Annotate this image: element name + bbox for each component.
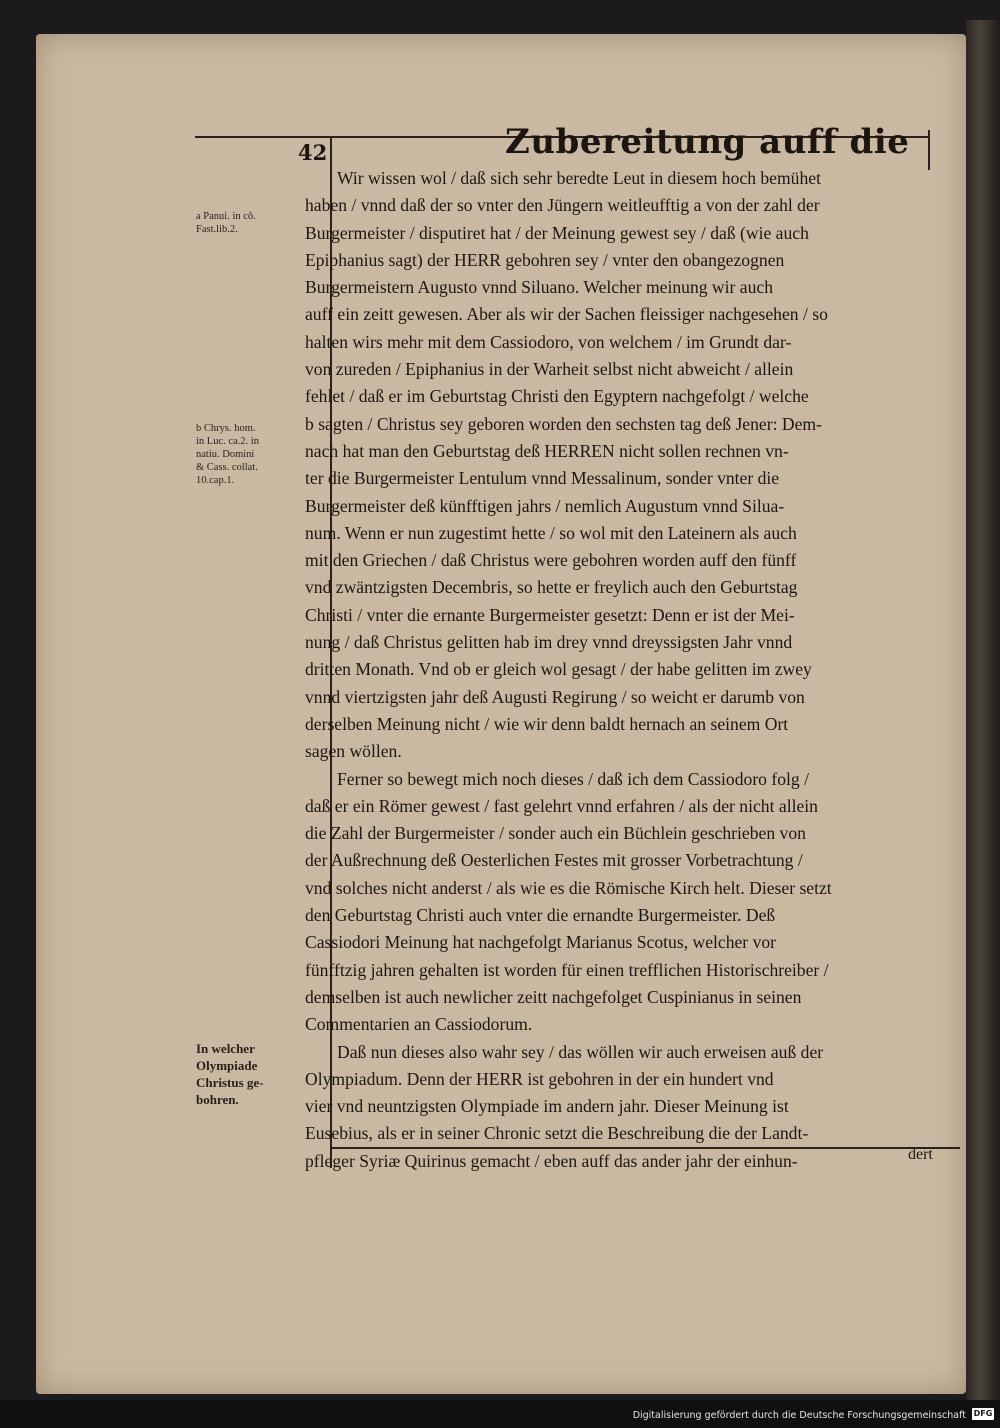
text-line: fehlet / daß er im Geburtstag Christi den Egyptern nachgefolgt / welche [305,386,809,407]
text-line: fünfftzig jahren gehalten ist worden für einen trefflichen Historischreiber / [305,959,829,980]
text-line: Daß nun dieses also wahr sey / das wöllen wir auch erweisen auß der [337,1041,824,1062]
text-line: Burgermeister deß künfftigen jahrs / nemlich Augustum vnnd Silua- [305,495,785,516]
dfg-credit: Digitalisierung gefördert durch die Deutsche Forschungsgemeinschaft [632,1410,966,1421]
text-line: den Geburtstag Christi auch vnter die ernandte Burgermeister. Deß [305,905,776,926]
margin-note-line: Fast.lib.2. [196,224,238,235]
text-line: derselben Meinung nicht / wie wir denn baldt hernach an seinem Ort [305,713,789,734]
text-line: sagen wöllen. [305,741,402,762]
text-line: auff ein zeitt gewesen. Aber als wir der Sachen fleissiger nachgesehen / so [305,304,828,325]
text-line: vier vnd neuntzigsten Olympiade im andern jahr. Dieser Meinung ist [305,1096,789,1117]
text-line: nung / daß Christus gelitten hab im drey vnnd dreyssigsten Jahr vnnd [305,632,793,653]
footer-bar [0,1400,1000,1428]
text-line: daß er ein Römer gewest / fast gelehrt vnnd erfahren / als der nicht allein [305,795,818,816]
text-line: haben / vnnd daß der so vnter den Jüngern weitleufftig a von der zahl der [305,195,820,216]
text-line: der Außrechnung deß Oesterlichen Festes mit grosser Vorbetrachtung / [305,850,803,871]
text-line: mit den Griechen / daß Christus were gebohren worden auff den fünff [305,550,797,571]
header-rule-right [928,130,930,170]
text-line: dritten Monath. Vnd ob er gleich wol gesagt / der habe gelitten im zwey [305,659,812,680]
text-line: b sagten / Christus sey geboren worden den sechsten tag deß Jener: Dem- [305,413,822,434]
text-line: pfleger Syriæ Quirinus gemacht / eben auff das ander jahr der einhun- [305,1150,798,1171]
text-line: Commentarien an Cassiodorum. [305,1014,533,1035]
margin-note-line: in Luc. ca.2. in [196,436,259,447]
text-line: die Zahl der Burgermeister / sonder auch ein Büchlein geschrieben von [305,823,806,844]
text-line: Olympiadum. Denn der HERR ist gebohren in der ein hundert vnd [305,1068,774,1089]
page-number: 42 [298,140,328,165]
text-line: Christi / vnter die ernante Burgermeister gesetzt: Denn er ist der Mei- [305,604,795,625]
paragraph-3 [305,1039,935,1175]
catchword: dert [908,1146,933,1163]
text-line: nach hat man den Geburtstag deß HERREN nicht sollen rechnen vn- [305,440,789,461]
text-line: halten wirs mehr mit dem Cassiodoro, von welchem / im Grundt dar- [305,331,792,352]
text-line: Cassiodori Meinung hat nachgefolgt Marianus Scotus, welcher vor [305,932,777,953]
margin-note-line: In welcher [196,1041,255,1056]
text-line: Ferner so bewegt mich noch dieses / daß ich dem Cassiodoro folg / [337,768,809,789]
text-line: Eusebius, als er in seiner Chronic setzt die Beschreibung die der Landt- [305,1123,809,1144]
text-line: Epiphanius sagt) der HERR gebohren sey / vnter den obangezognen [305,249,785,270]
text-line: von zureden / Epiphanius in der Warheit selbst nicht abweicht / allein [305,359,794,380]
margin-note-line: bohren. [196,1092,239,1107]
text-line: demselben ist auch newlicher zeitt nachgefolget Cuspinianus in seinen [305,986,802,1007]
margin-note-line: 10.cap.1. [196,475,235,486]
body-text [305,165,935,1175]
text-line: Wir wissen wol / daß sich sehr beredte Leut in diesem hoch bemühet [337,168,821,188]
text-line: num. Wenn er nun zugestimt hette / so wol mit den Lateinern als auch [305,522,797,543]
margin-note-line: natiu. Domini [196,449,255,460]
dfg-logo-icon: DFG [973,1409,993,1418]
margin-note-line: a Panui. in cō. [196,211,256,222]
text-line: vnnd viertzigsten jahr deß Augusti Regirung / so weicht er darumb von [305,686,805,707]
paragraph-2 [305,766,935,1039]
book-spine [966,20,1000,1408]
margin-note-line: b Chrys. hom. [196,423,256,434]
margin-note-line: Olympiade [196,1058,258,1073]
text-line: vnd zwäntzigsten Decembris, so hette er freylich auch den Geburtstag [305,577,798,598]
margin-note-line: Christus ge- [196,1075,264,1090]
margin-note-line: & Cass. collat. [196,462,258,473]
paragraph-1 [305,165,935,766]
text-line: ter die Burgermeister Lentulum vnnd Messalinum, sonder vnter die [305,468,780,489]
text-line: Burgermeister / disputiret hat / der Meinung gewest sey / daß (wie auch [305,222,809,243]
running-head: Zubereitung auff die [505,122,910,162]
text-line: vnd solches nicht anderst / als wie es die Römische Kirch helt. Dieser setzt [305,877,832,898]
text-line: Burgermeistern Augusto vnnd Siluano. Welcher meinung wir auch [305,277,773,298]
